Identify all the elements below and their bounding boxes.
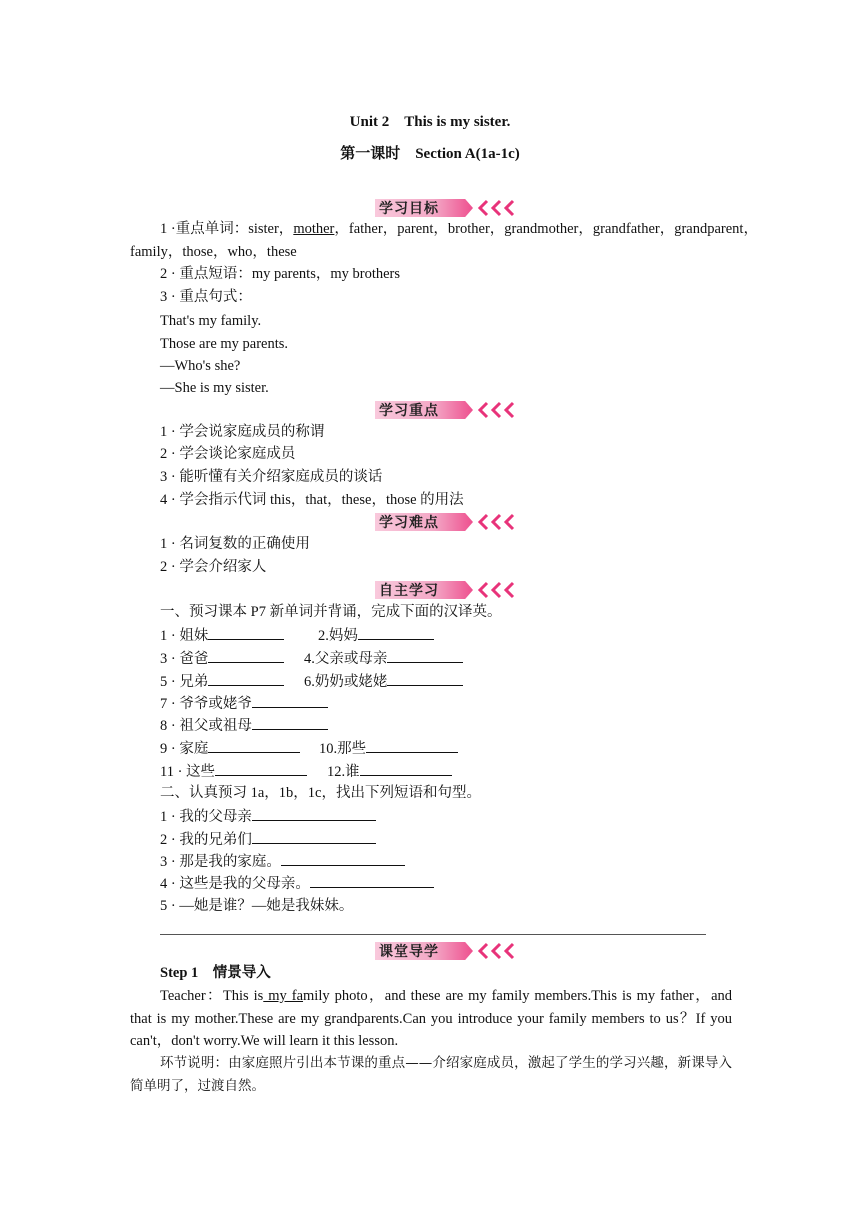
banner-label: 自主学习 bbox=[379, 583, 439, 599]
key-point-item: 4 · 学会指示代词 this，that，these，those 的用法 bbox=[160, 492, 464, 508]
chevrons-icon bbox=[475, 512, 523, 532]
chevrons-icon bbox=[475, 580, 523, 600]
objective-item-1: 1 ·重点单词：sister，mother，father，parent，brother，grandmother，grandfather，grandparent， bbox=[160, 221, 758, 237]
chevrons-icon bbox=[475, 198, 523, 218]
vocab-item: 11 · 这些 bbox=[160, 761, 307, 782]
key-point-item: 3 · 能听懂有关介绍家庭成员的谈话 bbox=[160, 469, 383, 485]
vocab-item: 6.奶奶或姥姥 bbox=[304, 671, 463, 692]
key-point-item: 1 · 学会说家庭成员的称谓 bbox=[160, 424, 325, 440]
difficulty-item: 1 · 名词复数的正确使用 bbox=[160, 536, 310, 552]
section-divider bbox=[160, 934, 706, 935]
phrase-item: 3 · 那是我的家庭。 bbox=[160, 851, 405, 872]
objective-item-3: 3 · 重点句式： bbox=[160, 289, 252, 305]
difficulty-item: 2 · 学会介绍家人 bbox=[160, 559, 267, 575]
phrase-item: 1 · 我的父母亲 bbox=[160, 806, 376, 827]
phrase-item: 4 · 这些是我的父母亲。 bbox=[160, 873, 434, 894]
banner-label: 课堂导学 bbox=[379, 944, 439, 960]
phrase-item: 2 · 我的兄弟们 bbox=[160, 829, 376, 850]
phrase-item: 5 · —她是谁？—她是我妹妹。 bbox=[160, 898, 354, 914]
vocab-item: 1 · 姐妹 bbox=[160, 625, 284, 646]
step1-heading: Step 1 情景导入 bbox=[160, 965, 271, 981]
unit-title: Unit 2 This is my sister. bbox=[349, 114, 511, 130]
vocab-item: 5 · 兄弟 bbox=[160, 671, 284, 692]
vocab-item: 4.父亲或母亲 bbox=[304, 648, 463, 669]
part2-heading: 二、认真预习 1a，1b，1c，找出下列短语和句型。 bbox=[160, 785, 481, 801]
objective-item-1-cont: family，those，who，these bbox=[130, 244, 297, 260]
banner-objectives bbox=[375, 197, 525, 219]
part1-heading: 一、预习课本 P7 新单词并背诵，完成下面的汉译英。 bbox=[160, 604, 502, 620]
banner-self-study bbox=[375, 579, 525, 601]
note-paragraph: 环节说明：由家庭照片引出本节课的重点——介绍家庭成员，激起了学生的学习兴趣，新课导入简单明了，过渡自然。 bbox=[130, 1055, 732, 1094]
chevrons-icon bbox=[475, 941, 523, 961]
banner-key-points bbox=[375, 399, 525, 421]
sentence: Those are my parents. bbox=[160, 336, 289, 352]
teacher-paragraph: Teacher：This is my family photo，and these are my family members.This is my father，and that is my mother.These are my grandparents.Can you introduce your family members to us？If you can't，don't worry.We will learn it this lesson. bbox=[130, 988, 733, 1049]
sentence: That's my family. bbox=[160, 313, 262, 329]
vocab-item: 12.谁 bbox=[327, 761, 452, 782]
sentence: —Who's she? bbox=[160, 358, 241, 374]
banner-label: 学习难点 bbox=[379, 515, 439, 531]
lesson-title: 第一课时 Section A(1a-1c) bbox=[340, 146, 520, 162]
vocab-item: 10.那些 bbox=[319, 738, 458, 759]
sentence: —She is my sister. bbox=[160, 380, 269, 396]
vocab-item: 8 · 祖父或祖母 bbox=[160, 715, 328, 736]
chevrons-icon bbox=[475, 400, 523, 420]
banner-difficulties bbox=[375, 511, 525, 533]
vocab-item: 9 · 家庭 bbox=[160, 738, 300, 759]
banner-classroom bbox=[375, 940, 525, 962]
banner-label: 学习目标 bbox=[379, 201, 439, 217]
vocab-item: 7 · 爷爷或姥爷 bbox=[160, 693, 328, 714]
key-point-item: 2 · 学会谈论家庭成员 bbox=[160, 446, 296, 462]
objective-item-2: 2 · 重点短语：my parents，my brothers bbox=[160, 266, 401, 282]
vocab-item: 2.妈妈 bbox=[318, 625, 434, 646]
vocab-item: 3 · 爸爸 bbox=[160, 648, 284, 669]
banner-label: 学习重点 bbox=[379, 403, 439, 419]
